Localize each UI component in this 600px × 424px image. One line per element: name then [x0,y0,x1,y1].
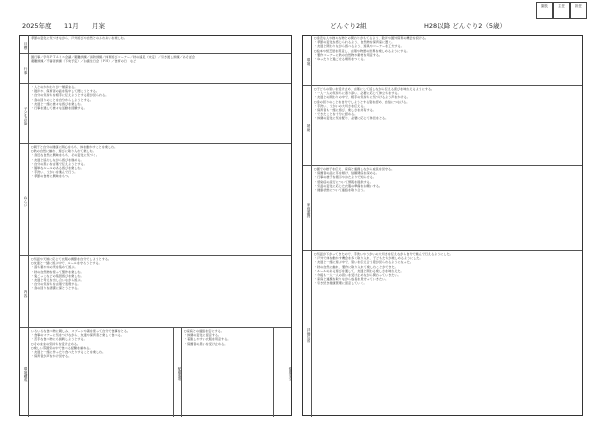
stamp-label: 担任 [575,4,582,8]
section-text: いろいろな食べ物に親しみ、スプーンや箸を使って自分で食事をとる。 ・食事のマナーに気をつけながら、友達や保育者と楽しく食べる。 ・苦手な食べ物にも挑戦しようとする。 ○そのままの気持ちを受け止める。 ○楽しい雰囲気の中で食べる経験を重ねる。 ・友達と一緒に作ったり食べたりすることを楽しむ。 ・保育者が声をかけ見守る。 [31,329,131,359]
subcolumn-label: 配慮事項 [174,328,182,417]
section-evaluation [303,250,582,417]
stamp-label: 主任 [558,4,565,8]
section-label: 目標 [20,35,29,53]
section-text: ○子どもの思いを受け止め、言葉にして返しながら伝える喜びを味わえるようにする。 ・一人一人の気持ちに寄り添い、必要に応じて仲立ちをする。 ・友達との関わりの中で、相手の気持ちに気づけるよう声をかける。 ○身の回りのことを自分でしようとする姿を認め、自信につなげる。 ・手洗い、うがいの大切さを伝える。 ・保育者も一緒に遊び、楽しさを共有する。 ・できたことを十分に認める。 ・体調の変化に気を配り、必要に応じて休息をとる。 [314,87,435,121]
section-text: ○身近な人や様々な物との関わりがもてるよう、散歩や園外保育の機会を設ける。 ・季節の変化を感じられるよう、自然物を保育室に置く。 ・友達と関わりながら遊べるよう、遊具やコーナーを工夫する。 ○絵本や紙芝居を用意し、言葉や物語の世界を楽しめるようにする。 ・製作コーナーに秋の自然物や素材を用意する。 ・ゆったりと過ごせる場所をつくる。 [314,36,429,62]
section-text: ○親子と自分の健康に関心をもち、体を動かすことを楽しむ。 ○秋の自然に触れ、遊びに取り入れて楽しむ。 ・身近な自然に興味をもち、その変化に気づく。 ・友達と協力しながら遊びを進める。 ・自分の思いを言葉で伝えようとする。 ・簡単なルールのある遊びを楽しむ。 ・手洗い、うがいを進んで行う。 ・季節の食材に興味をもつ。 [31,145,118,179]
section-support [303,85,582,166]
section-family [303,165,582,251]
stamp-box [536,2,553,19]
section-bottom [20,327,291,417]
section-label: 環境構成 [20,328,29,417]
stamp-label: 園長 [541,4,548,8]
right-panel [302,35,583,416]
section-label: 評価反省 [303,251,312,417]
section-label: 子どもの姿 [20,84,29,144]
bottom-mid-column [173,328,274,417]
section-text: ・人とのかかわりが一層深まる。 ・散歩や、保育者の話を集中して聞こうとする。 ・自分の気持ちを相手に伝えようとする姿が見られる。 ・身の回りのことを自分からしようとする。 ・友達と一緒に様々な遊びを楽しむ。 ・行事を通して様々な活動を経験する。 [31,85,109,111]
stamp-box [570,2,587,19]
subcolumn-text: ○家庭との連絡を密にする。 ・体調の変化に留意する。 ・着脱しやすい衣服を用意する。 ・保護者の思いを受け止める。 [184,329,231,346]
plan-type: 月案 [92,22,105,30]
subcolumn-label: 健康安全 [288,367,292,381]
section-label: ねらい [20,144,29,256]
section-text: ○気温が下がってきたので、手洗いやうがいの大切さを伝えながら自分で進んで行えるようにした。 ・戸外で体を動かす機会を多く取り入れ、子どもたちが楽しめるようにした。 ・友達と一緒に遊ぶ中で、思いを伝え合う姿が見られるようになった。 ・秋の自然に触れ、製作に取り入れて楽しむことができた。 ・ルールのある遊びを通して、友達と関わる楽しさを味わえた。 ・今後も一人一人の思いを受け止めながら関わっていきたい。 ・家庭と連携を取りながら成長を見守っていきたい。 ・引き続き健康管理に留意していく。 [314,252,453,286]
section-text: 季節の変化に気づきながら、戸外遊びや自然とのふれあいを楽しむ。 [31,36,127,40]
bottom-side-column [273,328,292,417]
class-name: どんぐり2組 [330,22,367,30]
section-text: 園行事／学年ＰＴＡミニ会議／避難訓練／消防訓練／体育遊びコーナー／秋の遠足（未定）／引き渡し訓練／あそぼ会 避難訓練／不審者訓練（下旬予定）／お誕生日会（ＰＨ）／食育の日 など [31,55,195,64]
section-child-state [20,83,291,144]
section-text: ○気温や天候に応じて衣服の調節を自分でしようとする。 ○友達と一緒に遊ぶ中で、ルールを守ろうとする。 ・落ち葉や木の実を集めて遊ぶ。 ・秋の自然物を使って製作を楽しむ。 ・鬼ごっこなどの集団遊びを楽しむ。 ・友達と考えを出し合いながら遊ぶ。 ・自分の気持ちを言葉で表現する。 ・身の回りを清潔に保とうとする。 [31,257,112,291]
section-label: 援助 [303,86,312,166]
section-label: 環境 [303,35,312,85]
section-label: 家庭連携 [303,166,312,251]
plan-year: 2025年度 [22,22,52,30]
section-goal [20,35,291,53]
plan-month: 11月 [64,22,79,30]
section-label: 内容 [20,256,29,328]
section-environment [303,35,582,85]
section-aims [20,143,291,256]
section-events [20,53,291,84]
section-text: ○園での様子を伝え、家庭と連携しながら成長を見守る。 ・保護者の話に耳を傾け、信頼関係を深める。 ・行事の様子を掲示やおたよりで知らせる。 ・感染症の流行について情報を提供する。 ・気温の変化に応じた衣服の準備をお願いする。 ・健康状態について連絡を取り合う。 [314,167,395,193]
left-panel [19,35,292,416]
section-content [20,255,291,328]
stamp-box [553,2,570,19]
section-label: 行事 [20,54,29,84]
age-group: H28以降 どんぐり2（5歳） [424,22,506,30]
